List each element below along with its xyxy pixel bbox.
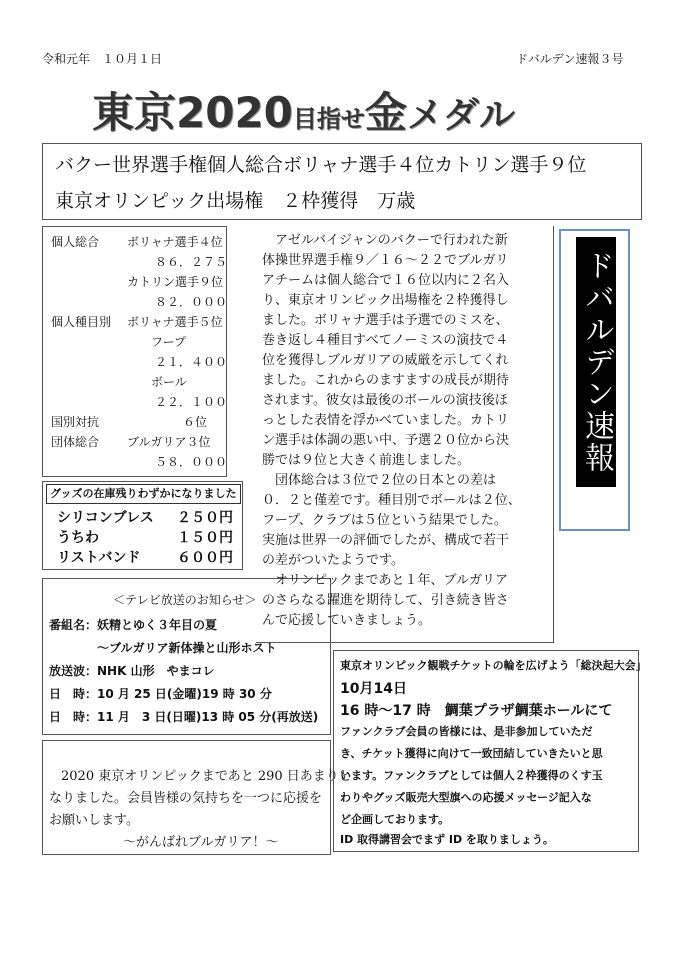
result-label: 個人種目別 [51,315,112,329]
result-score: ２２．１００ [155,395,228,409]
result-label: 国別対抗 [51,415,100,429]
issue-date: 令和元年 １０月１日 [42,52,163,66]
article-line: 巻き返し４種目すべてノーミスの演技で４ [262,333,509,348]
title-medal: メダル [406,95,515,136]
result-score: ５８．０００ [155,455,228,469]
result-score: ２１．４００ [155,355,228,369]
headline-box [42,143,642,220]
article-line: フープ、クラブは５位という結果でした。 [262,513,507,528]
ticket-title: 東京オリンピック観戦チケットの輪を広げよう「総決起大会」 [340,659,647,672]
goods-item-name: リストバンド [57,550,141,566]
article-line: っとした表情を浮かべていました。カトリ [262,413,510,428]
newsletter-title [92,80,592,136]
article-line: 実施は世界一の評価でしたが、構成で若干 [262,533,510,548]
issue-number: ドバルデン速報３号 [516,52,624,66]
title-tokyo: 東京 [92,88,177,137]
article-line: ました。これからのますますの成長が期待 [262,373,510,388]
article-line: ン選手は体調の悪い中、予選２０位から決 [262,433,510,448]
article-line: アチームは個人総合で１６位以内に２名入 [262,273,510,288]
cheer-box [42,740,352,855]
article-line: オリンピックまであと１年、ブルガリア [262,573,508,588]
result-label: 個人総合 [51,235,100,249]
article-line: 体操世界選手権９／１６～２２でブルガリ [262,253,509,268]
title-gold: 金 [364,88,407,137]
ticket-event-box [333,650,647,852]
result-label: 団体総合 [51,435,100,449]
article-line: んで応援していきましょう。 [262,613,432,628]
article-line: 団体総合は３位で２位の日本との差は [262,473,497,488]
ticket-time-place: 16 時～17 時 鯛葉プラザ鯛葉ホールにて [340,703,613,719]
article-line: り、東京オリンピック出場権を２枠獲得し [262,293,509,308]
article-line: アゼルバイジャンのバクーで行われた新 [262,233,508,248]
ticket-body: ID 取得講習会でまず ID を取りましょう。 [340,833,554,846]
cheer-line-4: ～がんばれブルガリア！～ [123,835,279,850]
result-name: ボリャナ選手５位 [127,315,223,329]
main-article [262,231,547,631]
ticket-body: います。ファンクラブとしては個人２枠獲得のくす玉 [340,769,603,782]
result-event: ボール [151,375,187,389]
cheer-line-1: 2020 東京オリンピックまであと 290 日あまりと [61,769,352,784]
goods-item-price: ２５０円 [177,510,233,526]
goods-item-price: ６００円 [177,550,233,566]
tv-date-1: 日 時：10 月 25 日(金曜)19 時 30 分 [49,687,272,701]
cheer-line-2: なりました。会員皆様の気持ちを一つに応援を [49,791,323,806]
article-line: ０．２と僅差です。種目別でボールは２位、 [262,493,521,508]
tv-title: ＜テレビ放送のお知らせ＞ [113,593,257,607]
ticket-body: き、チケット獲得に向けて一致団結していきたいと思 [340,747,603,760]
article-line: 勝では９位と大きく前進しました。 [262,453,471,468]
result-score: ８６．２７５ [155,255,228,269]
result-score: ８２．０００ [155,295,228,309]
goods-item-price: １５０円 [177,530,233,546]
ticket-body: ど企画しております。 [340,813,450,826]
goods-box [42,481,243,570]
ticket-body: ファンクラブ会員の皆様には、是非参加していただ [340,725,593,738]
article-line: ました。ボリャナ選手は予選でのミスを、 [262,313,509,328]
results-box [42,226,227,477]
tv-program: 番組名：妖精とゆく３年目の夏 [49,618,218,632]
article-line: の差がついたようです。 [262,553,404,568]
result-event: フープ [151,335,187,349]
title-aim: 目指せ [292,105,365,133]
vertical-title: ドバルデン速報 [576,237,616,487]
tv-subtitle: ～ブルガリア新体操と山形ホスト [97,641,277,655]
headline-line-2: 東京オリンピック出場権 ２枠獲得 万歳 [55,190,416,212]
article-line: されます。彼女は最後のボールの演技後ほ [262,393,508,408]
tv-station: 放送波：NHK 山形 やまコレ [49,664,215,678]
ticket-date: 10月14日 [340,681,407,697]
headline-line-1: バクー世界選手権個人総合ボリャナ選手４位カトリン選手９位 [55,154,587,176]
cheer-line-3: お願いします。 [49,813,139,828]
result-rank: ６位 [183,415,208,429]
article-line: のさらなる躍進を期待して、引き続き皆さ [262,593,509,608]
ticket-body: わりやグッズ販売大型旗への応援メッセージ記入な [340,791,592,804]
result-name: カトリン選手９位 [127,275,224,289]
goods-title: グッズの在庫残りわずかになりました [46,484,241,504]
title-2020: 2020 [176,88,293,137]
goods-item-name: うちわ [57,530,99,546]
goods-item-name: シリコンブレス [57,510,154,526]
result-name: ブルガリア３位 [127,435,211,449]
article-line: 位を獲得しブルガリアの威厳を示してくれ [262,353,509,368]
vertical-title-box [559,229,630,531]
result-name: ボリャナ選手４位 [127,235,223,249]
tv-date-2: 日 時：11 月 3 日(日曜)13 時 05 分(再放送) [49,710,319,724]
